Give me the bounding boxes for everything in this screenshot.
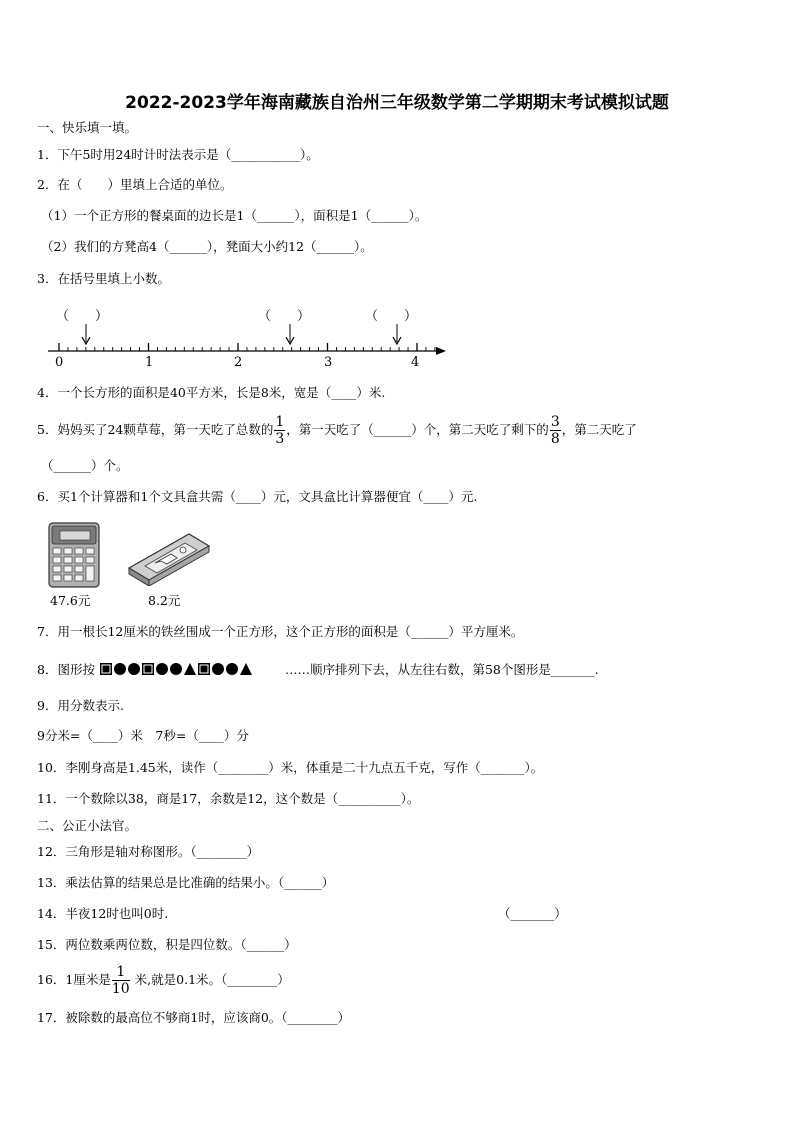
section-heading-2: 二、公正小法官。 bbox=[37, 818, 138, 833]
fraction-one-third bbox=[274, 414, 285, 447]
q5-text-c: ，第二天吃了 bbox=[561, 422, 637, 437]
tick-label-4: 4 bbox=[411, 355, 420, 370]
arrow-2 bbox=[286, 324, 294, 344]
page-title: 2022-2023学年海南藏族自治州三年级数学第二学期期末考试模拟试题 bbox=[125, 93, 669, 113]
q8-text-a: 8．图形按 bbox=[37, 662, 95, 677]
fraction-numerator: 1 bbox=[275, 414, 285, 430]
question-13: 13．乘法估算的结果总是比准确的结果小。（______） bbox=[37, 875, 335, 890]
q16-text-b: 米,就是0.1米。（________） bbox=[134, 972, 290, 987]
question-9: 9．用分数表示. bbox=[37, 698, 124, 713]
q8-text-b: ……顺序排列下去，从左往右数，第58个图形是_______. bbox=[284, 662, 599, 677]
arrow-3 bbox=[393, 324, 401, 344]
tick-label-3: 3 bbox=[324, 355, 333, 370]
tick-label-1: 1 bbox=[145, 355, 154, 370]
fraction-three-eighths bbox=[550, 414, 561, 447]
bracket-3: （ ） bbox=[365, 309, 418, 324]
arrow-1 bbox=[82, 324, 90, 344]
question-14-blank: （_______） bbox=[498, 906, 567, 921]
question-4: 4．一个长方形的面积是40平方米，长是8米，宽是（____）米. bbox=[37, 385, 386, 400]
pencil-case-image bbox=[127, 530, 211, 586]
question-5-continued: （______）个。 bbox=[41, 458, 129, 473]
question-2: 2．在（ ）里填上合适的单位。 bbox=[37, 177, 233, 192]
tick-label-0: 0 bbox=[55, 355, 64, 370]
question-14: 14．半夜12时也叫0时. bbox=[37, 906, 169, 921]
question-17: 17．被除数的最高位不够商1时，应该商0。（________） bbox=[37, 1010, 351, 1025]
question-7: 7．用一根长12厘米的铁丝围成一个正方形，这个正方形的面积是（______）平方厘米。 bbox=[37, 624, 524, 639]
axis-arrowhead bbox=[436, 347, 446, 355]
q16-text-a: 16．1厘米是 bbox=[37, 972, 111, 987]
calculator-price: 47.6元 bbox=[50, 593, 91, 608]
bracket-1: （ ） bbox=[56, 309, 109, 324]
question-8 bbox=[37, 662, 599, 678]
question-3: 3．在括号里填上小数。 bbox=[37, 271, 170, 286]
question-11: 11．一个数除以38，商是17，余数是12，这个数是（__________）。 bbox=[37, 791, 420, 806]
number-line bbox=[40, 300, 460, 370]
fraction-denominator: 8 bbox=[550, 431, 560, 447]
shape-sequence bbox=[99, 662, 285, 676]
calculator-image bbox=[48, 522, 100, 588]
minor-ticks bbox=[59, 343, 435, 351]
q5-text-b: ，第一天吃了（______）个，第二天吃了剩下的 bbox=[286, 422, 549, 437]
section-heading-1: 一、快乐填一填。 bbox=[37, 120, 138, 135]
pencil-case-price: 8.2元 bbox=[148, 593, 181, 608]
question-6: 6．买1个计算器和1个文具盒共需（____）元，文具盒比计算器便宜（____）元. bbox=[37, 489, 478, 504]
question-10: 10．李刚身高是1.45米，读作（________）米，体重是二十九点五千克，写作（_______）。 bbox=[37, 760, 544, 775]
fraction-one-tenth bbox=[112, 964, 130, 997]
question-16 bbox=[37, 964, 290, 997]
question-12: 12．三角形是轴对称图形。（________） bbox=[37, 844, 260, 859]
question-5 bbox=[37, 414, 637, 447]
question-9-line: 9分米=（____）米 7秒=（____）分 bbox=[37, 728, 249, 743]
fraction-numerator: 3 bbox=[550, 414, 560, 430]
q5-text-a: 5．妈妈买了24颗草莓，第一天吃了总数的 bbox=[37, 422, 274, 437]
question-2-part-1: （1）一个正方形的餐桌面的边长是1（______），面积是1（______）。 bbox=[41, 208, 428, 223]
question-1: 1．下午5时用24时计时法表示是（___________）。 bbox=[37, 147, 319, 162]
fraction-denominator: 3 bbox=[275, 431, 285, 447]
fraction-numerator: 1 bbox=[112, 964, 130, 981]
fraction-denominator: 10 bbox=[111, 981, 130, 997]
bracket-2: （ ） bbox=[258, 309, 311, 324]
tick-label-2: 2 bbox=[234, 355, 243, 370]
question-15: 15．两位数乘两位数，积是四位数。（______） bbox=[37, 937, 297, 952]
question-2-part-2: （2）我们的方凳高4（______），凳面大小约12（______）。 bbox=[41, 239, 373, 254]
